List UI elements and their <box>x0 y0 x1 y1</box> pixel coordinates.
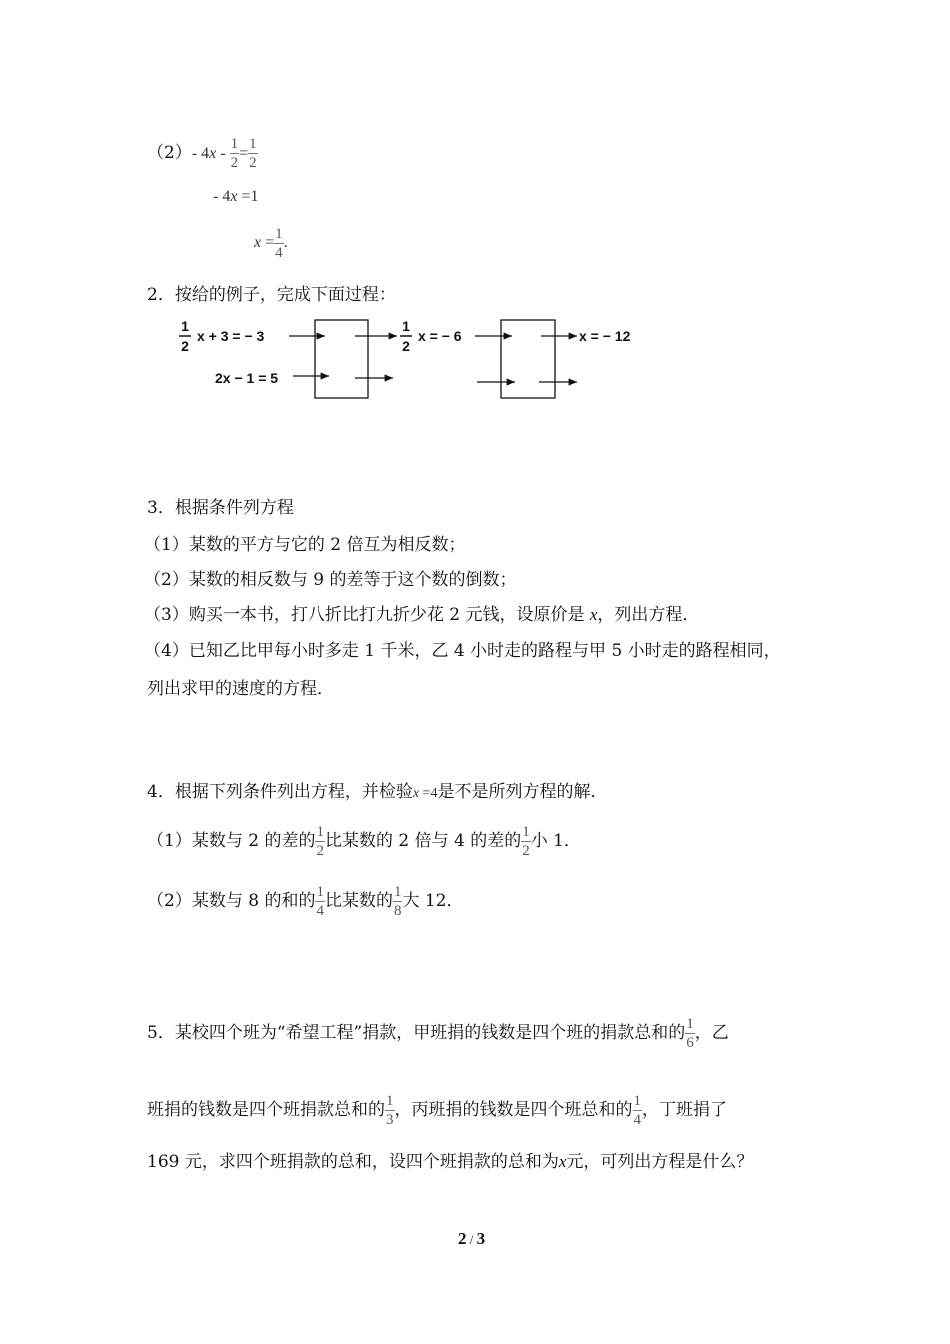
row2-start-equation: 2x − 1 = 5 <box>215 370 279 386</box>
fraction: $\frac{1}{4}$ <box>633 1093 641 1128</box>
fraction: $\frac{1}{2}$ <box>316 824 324 859</box>
fraction: $\frac{1}{3}$ <box>386 1093 394 1128</box>
q3-item-3: （3）购买一本书，打八折比打九折少花 2 元钱，设原价是 x，列出方程． <box>144 605 700 625</box>
frac-num: 1 <box>402 318 410 334</box>
fraction: $\frac{1}{2}$ <box>249 136 257 171</box>
fraction: $\frac{1}{2}$ <box>522 824 530 859</box>
q4-title: 4．根据下列条件列出方程，并检验x =4是不是所列方程的解． <box>147 782 608 802</box>
q4-part1: （1）某数与 2 的差的 $\frac{1}{2}$ 比某数的 2 倍与 4 的差的 $\frac{1}{2}$ 小 1． <box>147 824 581 859</box>
q5-line3: 169 元，求四个班捐款的总和，设四个班捐款的总和为x元，可列出方程是什么？ <box>147 1152 754 1172</box>
row1-end-equation: x = − 12 <box>579 328 631 344</box>
frac-den: 2 <box>181 338 189 354</box>
q3-item-4-cont: 列出求甲的速度的方程． <box>147 679 334 699</box>
q2-title: 2．按给的例子，完成下面过程： <box>147 285 396 305</box>
q1-part2-line1: （2）- 4x - $\frac{1}{2}$ = $\frac{1}{2}$ <box>147 136 257 171</box>
q5-line1: 5．某校四个班为“希望工程”捐款，甲班捐的钱数是四个班的捐款总和的 $\frac{1}{6}$ ，乙 <box>147 1016 729 1051</box>
fraction: $\frac{1}{2}$ <box>230 136 239 171</box>
row1-mid-equation: x = − 6 <box>418 328 462 344</box>
q1-part2-line2: - 4x =1 <box>213 188 259 205</box>
part-label: （2） <box>147 143 192 163</box>
page-number: 2 / 3 <box>458 1229 486 1248</box>
row1-start-equation: x + 3 = − 3 <box>197 328 265 344</box>
frac-den: 2 <box>402 338 410 354</box>
frac-num: 1 <box>181 318 189 334</box>
fraction: $\frac{1}{4}$ <box>316 884 324 919</box>
blank-box-2 <box>501 320 555 398</box>
q5-line2: 班捐的钱数是四个班捐款总和的 $\frac{1}{3}$ ，丙班捐的钱数是四个班总和的 $\frac{1}{4}$ ，丁班捐了 <box>147 1093 727 1128</box>
flow-diagram <box>175 316 655 406</box>
q3-title: 3．根据条件列方程 <box>147 498 294 518</box>
q3-item-4: （4）已知乙比甲每小时多走 1 千米，乙 4 小时走的路程与甲 5 小时走的路程相同， <box>144 641 781 661</box>
fraction: $\frac{1}{8}$ <box>393 884 402 919</box>
q1-part2-line3: x = $\frac{1}{4}$ . <box>254 226 288 261</box>
fraction: $\frac{1}{6}$ <box>686 1016 694 1051</box>
fraction: $\frac{1}{4}$ <box>275 226 283 261</box>
q3-item-1: （1）某数的平方与它的 2 倍互为相反数； <box>144 535 466 555</box>
q4-part2: （2）某数与 8 的和的 $\frac{1}{4}$ 比某数的 $\frac{1}{8}$ 大 12． <box>147 884 464 919</box>
blank-box-1 <box>315 320 368 398</box>
q3-item-2: （2）某数的相反数与 9 的差等于这个数的倒数； <box>144 570 517 590</box>
